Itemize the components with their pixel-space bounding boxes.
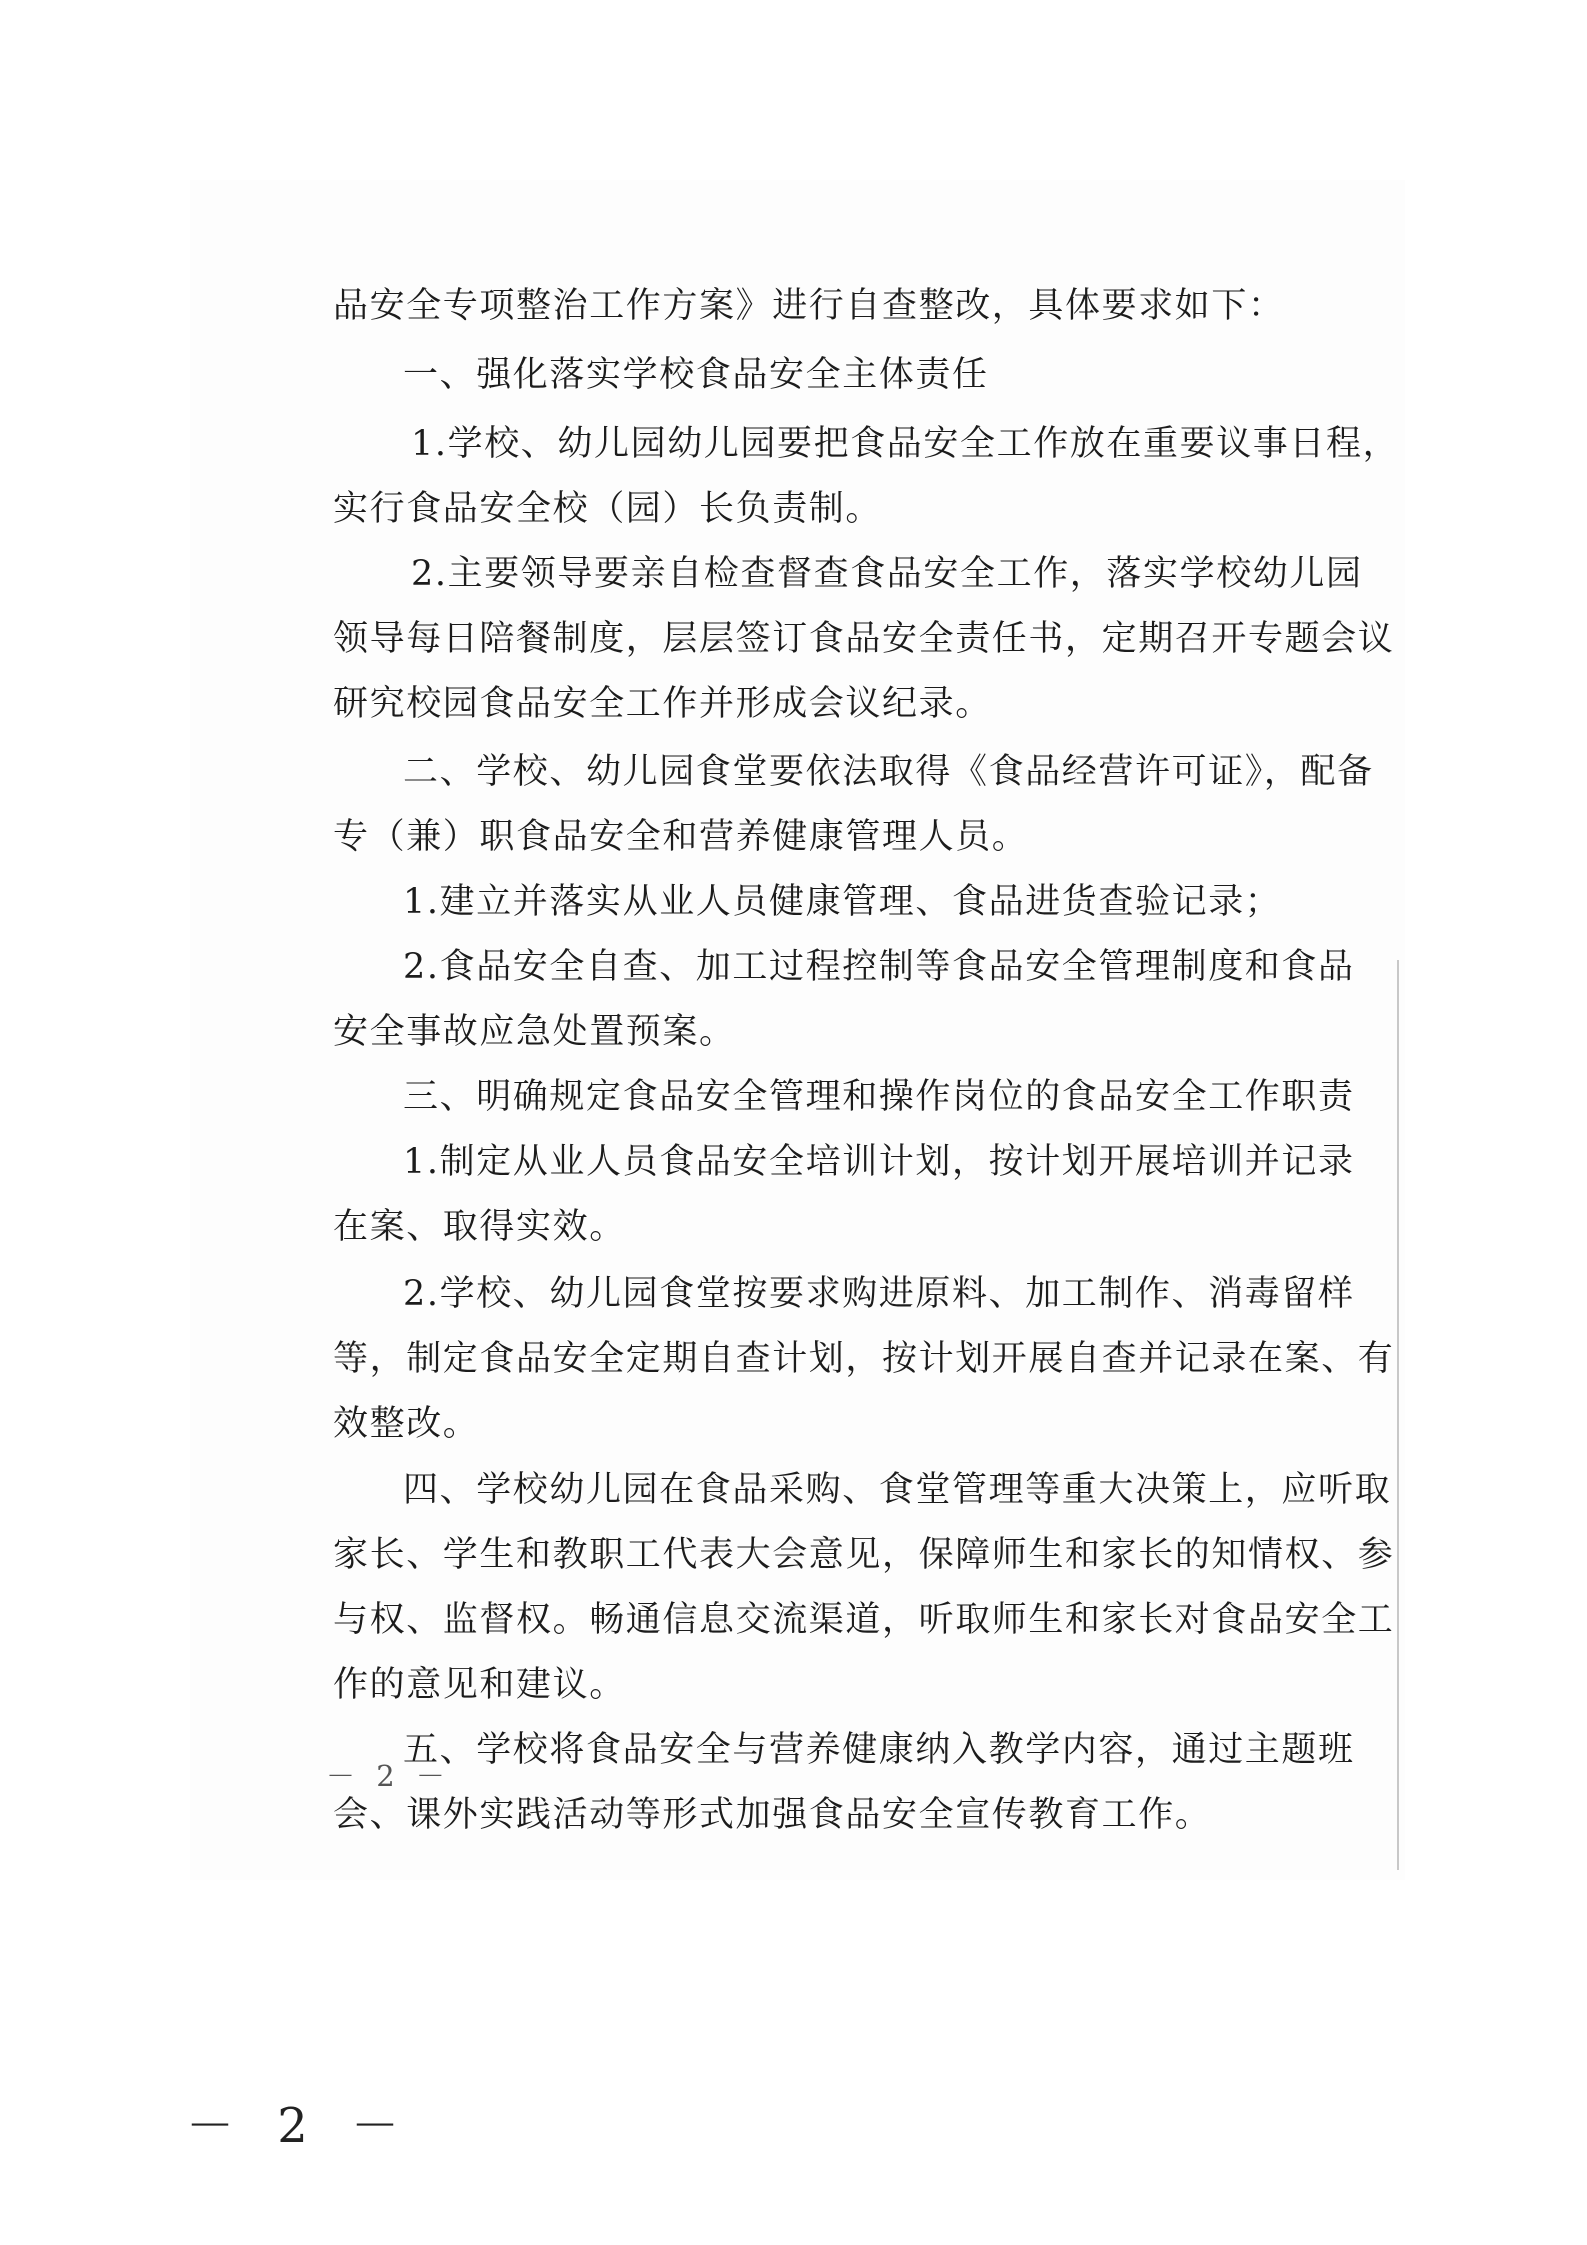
section-heading: 四、学校幼儿园在食品采购、食堂管理等重大决策上，应听取 <box>403 1470 1392 1510</box>
paragraph-line: 在案、取得实效。 <box>333 1207 626 1247</box>
paragraph-line: 1.学校、幼儿园幼儿园要把食品安全工作放在重要议事日程， <box>411 424 1400 464</box>
paragraph-line: 2.主要领导要亲自检查督查食品安全工作，落实学校幼儿园 <box>411 554 1363 594</box>
paragraph-line: 会、课外实践活动等形式加强食品安全宣传教育工作。 <box>333 1795 1212 1835</box>
paragraph-line: 与权、监督权。畅通信息交流渠道，听取师生和家长对食品安全工 <box>333 1600 1395 1640</box>
paragraph-line: 领导每日陪餐制度，层层签订食品安全责任书，定期召开专题会议 <box>333 619 1395 659</box>
page-number-inner: － 2 － <box>326 1759 451 1793</box>
section-heading: 二、学校、幼儿园食堂要依法取得《食品经营许可证》，配备 <box>403 752 1374 792</box>
paragraph-line: 2.食品安全自查、加工过程控制等食品安全管理制度和食品 <box>403 947 1355 987</box>
paragraph-line: 1.制定从业人员食品安全培训计划，按计划开展培训并记录 <box>403 1142 1355 1182</box>
page-number-outer: － 2 － <box>186 2098 414 2154</box>
section-heading: 一、强化落实学校食品安全主体责任 <box>403 355 989 395</box>
paragraph-line: 效整改。 <box>333 1404 480 1444</box>
section-heading: 三、明确规定食品安全管理和操作岗位的食品安全工作职责 <box>403 1077 1355 1117</box>
paragraph-line: 专（兼）职食品安全和营养健康管理人员。 <box>333 817 1029 857</box>
paragraph-line: 1.建立并落实从业人员健康管理、食品进货查验记录； <box>403 882 1282 922</box>
paragraph-line: 2.学校、幼儿园食堂按要求购进原料、加工制作、消毒留样 <box>403 1274 1355 1314</box>
section-heading: 五、学校将食品安全与营养健康纳入教学内容，通过主题班 <box>403 1730 1355 1770</box>
paragraph-line: 研究校园食品安全工作并形成会议纪录。 <box>333 684 992 724</box>
paragraph-line: 作的意见和建议。 <box>333 1665 626 1705</box>
paragraph-line: 品安全专项整治工作方案》进行自查整改，具体要求如下： <box>333 286 1285 326</box>
paragraph-line: 安全事故应急处置预案。 <box>333 1012 736 1052</box>
paragraph-line: 等，制定食品安全定期自查计划，按计划开展自查并记录在案、有 <box>333 1339 1395 1379</box>
scan-edge-line <box>1397 960 1399 1870</box>
paragraph-line: 实行食品安全校（园）长负责制。 <box>333 489 883 529</box>
paragraph-line: 家长、学生和教职工代表大会意见，保障师生和家长的知情权、参 <box>333 1535 1395 1575</box>
